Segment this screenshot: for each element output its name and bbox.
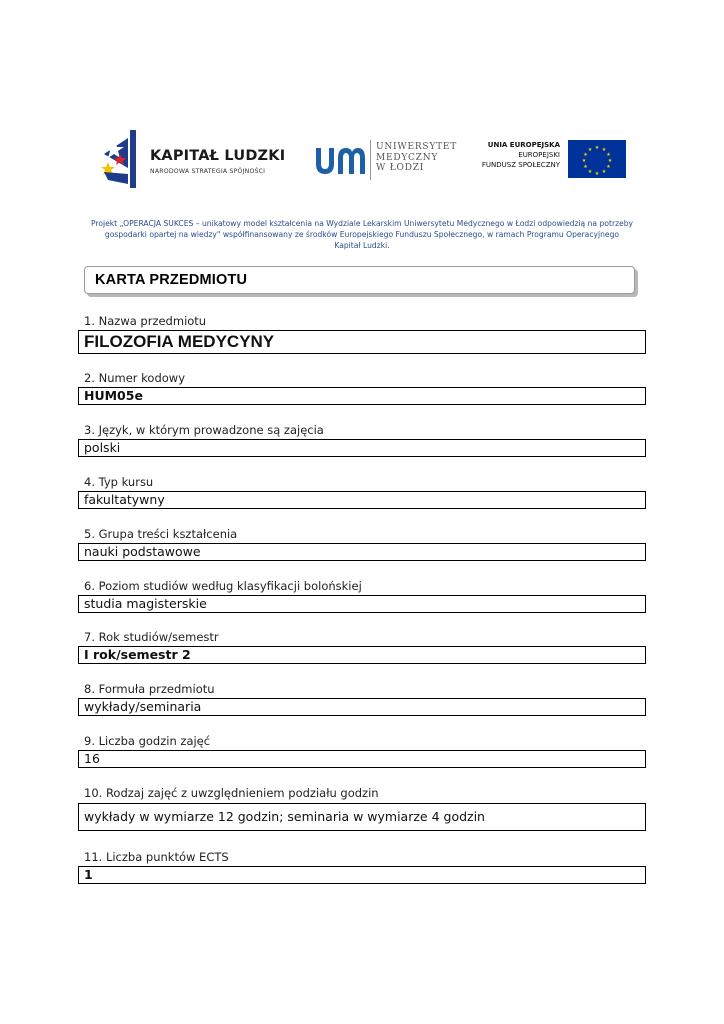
field-label-ects: 11. Liczba punktów ECTS	[84, 850, 229, 864]
field-label-name: 1. Nazwa przedmiotu	[84, 314, 207, 328]
eu-logo	[480, 138, 630, 182]
card-header-box	[84, 266, 635, 294]
field-label-code: 2. Numer kodowy	[84, 371, 186, 385]
field-value-formula: wykłady/seminaria	[84, 699, 202, 714]
field-label-class-types: 10. Rodzaj zajęć z uwzględnieniem podziału godzin	[84, 786, 379, 800]
field-value-hours: 16	[84, 751, 100, 766]
svg-text:★: ★	[594, 145, 600, 151]
field-box-course-type	[78, 491, 646, 509]
um-mark-icon	[314, 146, 366, 176]
kapital-ludzki-logo	[98, 128, 288, 190]
eu-text	[480, 140, 560, 170]
field-value-code: HUM05e	[84, 388, 143, 403]
umed-divider	[370, 140, 371, 180]
field-value-name: FILOZOFIA MEDYCYNY	[84, 332, 275, 351]
field-box-code	[78, 387, 646, 405]
svg-text:★: ★	[594, 171, 600, 177]
eu-line-2: EUROPEJSKI	[518, 151, 560, 159]
field-label-formula: 8. Formuła przedmiotu	[84, 682, 215, 696]
field-value-year-semester: I rok/semestr 2	[84, 647, 191, 662]
svg-text:★: ★	[587, 147, 593, 153]
field-box-name	[78, 330, 646, 354]
kapital-ludzki-emblem-icon	[98, 128, 146, 190]
svg-text:★: ★	[607, 158, 613, 164]
eu-line-1: UNIA EUROPEJSKA	[487, 141, 560, 149]
eu-line-3: FUNDUSZ SPOŁECZNY	[481, 161, 560, 169]
field-box-year-semester	[78, 646, 646, 664]
field-box-ects	[78, 866, 646, 884]
umed-line-2: MEDYCZNY	[376, 152, 439, 163]
field-label-hours: 9. Liczba godzin zajęć	[84, 734, 211, 748]
svg-text:★: ★	[581, 158, 587, 164]
kapital-ludzki-subtitle: NARODOWA STRATEGIA SPÓJNOŚCI	[150, 168, 266, 175]
field-value-course-type: fakultatywny	[84, 492, 165, 507]
umed-name	[376, 142, 457, 174]
field-label-language: 3. Język, w którym prowadzone są zajęcia	[84, 423, 324, 437]
umed-line-3: W ŁODZI	[376, 163, 425, 173]
field-box-content-group	[78, 543, 646, 561]
card-title: KARTA PRZEDMIOTU	[95, 272, 248, 288]
logos-row	[98, 128, 630, 190]
field-box-hours	[78, 750, 646, 768]
field-box-language	[78, 439, 646, 457]
field-box-class-types	[78, 803, 646, 831]
field-label-course-type: 4. Typ kursu	[84, 475, 154, 489]
svg-text:★: ★	[601, 147, 607, 153]
field-box-formula	[78, 698, 646, 716]
svg-text:★: ★	[606, 164, 611, 170]
field-box-study-level	[78, 595, 646, 613]
svg-text:★: ★	[583, 152, 588, 158]
project-note-line-3: Kapitał Ludzki.	[334, 241, 390, 250]
umed-line-1: UNIWERSYTET	[376, 142, 458, 152]
field-value-ects: 1	[84, 867, 93, 882]
svg-text:★: ★	[601, 169, 607, 175]
project-note	[84, 218, 640, 251]
svg-text:★: ★	[587, 169, 593, 175]
eu-flag-icon	[568, 140, 626, 178]
field-value-class-types: wykłady w wymiarze 12 godzin; seminaria w wymiarze 4 godzin	[84, 809, 485, 824]
field-label-year-semester: 7. Rok studiów/semestr	[84, 630, 219, 644]
field-value-language: polski	[84, 440, 121, 455]
umed-logo	[314, 138, 464, 182]
project-note-line-2: gospodarki opartej na wiedzy" współfinansowany ze środków Europejskiego Funduszu Społecznego, w ramach Programu Operacyjnego	[104, 230, 620, 239]
kapital-ludzki-title: KAPITAŁ LUDZKI	[150, 148, 286, 164]
field-label-study-level: 6. Poziom studiów według klasyfikacji bolońskiej	[84, 579, 362, 593]
project-note-line-1: Projekt „OPERACJA SUKCES – unikatowy model kształcenia na Wydziale Lekarskim Uniwersytetu Medycznego w Łodzi odpowiedzią na potrzeby	[90, 219, 634, 228]
svg-text:★: ★	[583, 164, 588, 170]
field-value-study-level: studia magisterskie	[84, 596, 207, 611]
field-label-content-group: 5. Grupa treści kształcenia	[84, 527, 238, 541]
field-value-content-group: nauki podstawowe	[84, 544, 201, 559]
svg-text:★: ★	[606, 152, 611, 158]
